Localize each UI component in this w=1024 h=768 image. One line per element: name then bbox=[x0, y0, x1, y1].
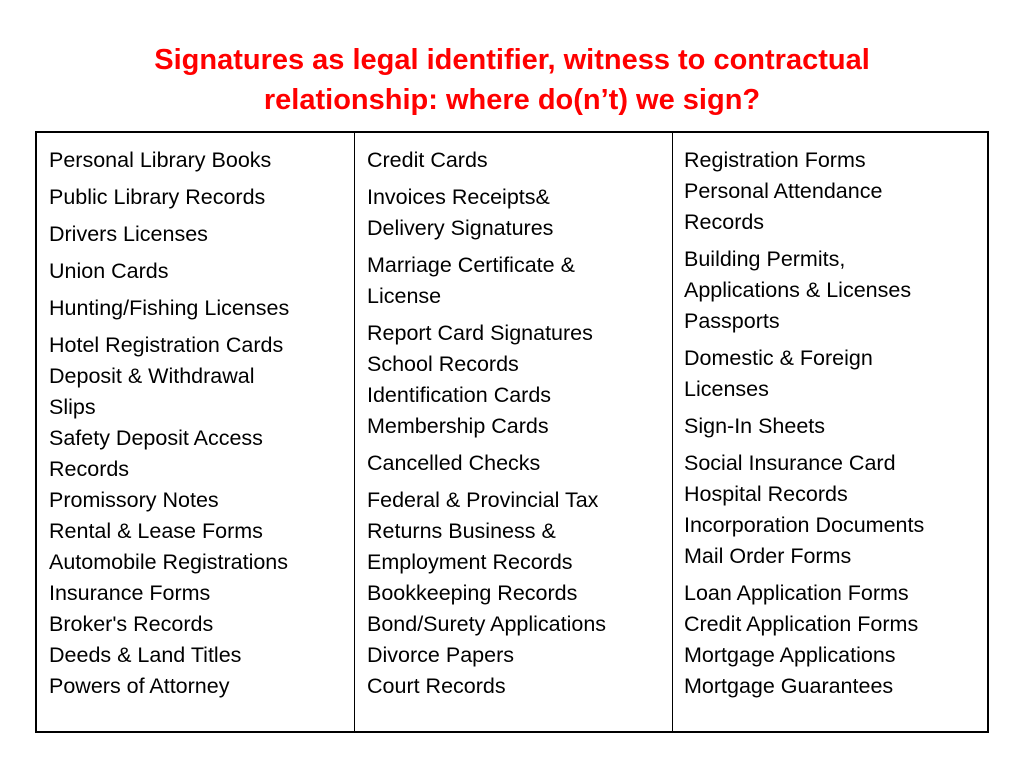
title-line-2: relationship: where do(n’t) we sign? bbox=[263, 84, 761, 116]
column-1-item: Drivers Licenses bbox=[49, 222, 208, 246]
column-2-item: Report Card Signatures School Records Identification Cards Membership Cards bbox=[367, 321, 593, 438]
column-2-item: Credit Cards bbox=[367, 148, 488, 172]
column-1-item: Public Library Records bbox=[49, 185, 266, 209]
column-3-item: Social Insurance Card Hospital Records Incorporation Documents Mail Order Forms bbox=[684, 451, 925, 568]
column-2-item: Marriage Certificate & License bbox=[367, 253, 575, 308]
column-1-item: Union Cards bbox=[49, 259, 169, 283]
column-2-item: Cancelled Checks bbox=[367, 451, 541, 475]
slide-title bbox=[0, 40, 1024, 120]
title-line-1: Signatures as legal identifier, witness to contractual bbox=[154, 44, 870, 76]
column-3-item: Loan Application Forms Credit Application Forms Mortgage Applications Mortgage Guarantees bbox=[684, 581, 919, 698]
column-1 bbox=[37, 133, 354, 731]
column-2-item: Invoices Receipts& Delivery Signatures bbox=[367, 185, 554, 240]
column-3-item: Registration Forms Personal Attendance Records bbox=[684, 148, 883, 234]
column-2-item: Federal & Provincial Tax Returns Business & Employment Records Bookkeeping Records Bond/Surety Applications Divorce Papers Court Records bbox=[367, 488, 607, 698]
column-1-item: Hotel Registration Cards Deposit & Withdrawal Slips Safety Deposit Access Records Promissory Notes Rental & Lease Forms Automobile Registrations Insurance Forms Broker's Records Deeds & Land Titles Powers of Attorney bbox=[49, 333, 289, 698]
column-2 bbox=[354, 133, 672, 731]
column-3 bbox=[672, 133, 987, 731]
signature-documents-table bbox=[35, 131, 989, 733]
column-3-item: Building Permits, Applications & Licenses Passports bbox=[684, 247, 912, 333]
column-3-item: Sign-In Sheets bbox=[684, 414, 826, 438]
column-1-item: Personal Library Books bbox=[49, 148, 272, 172]
column-1-item: Hunting/Fishing Licenses bbox=[49, 296, 290, 320]
column-3-item: Domestic & Foreign Licenses bbox=[684, 346, 873, 401]
